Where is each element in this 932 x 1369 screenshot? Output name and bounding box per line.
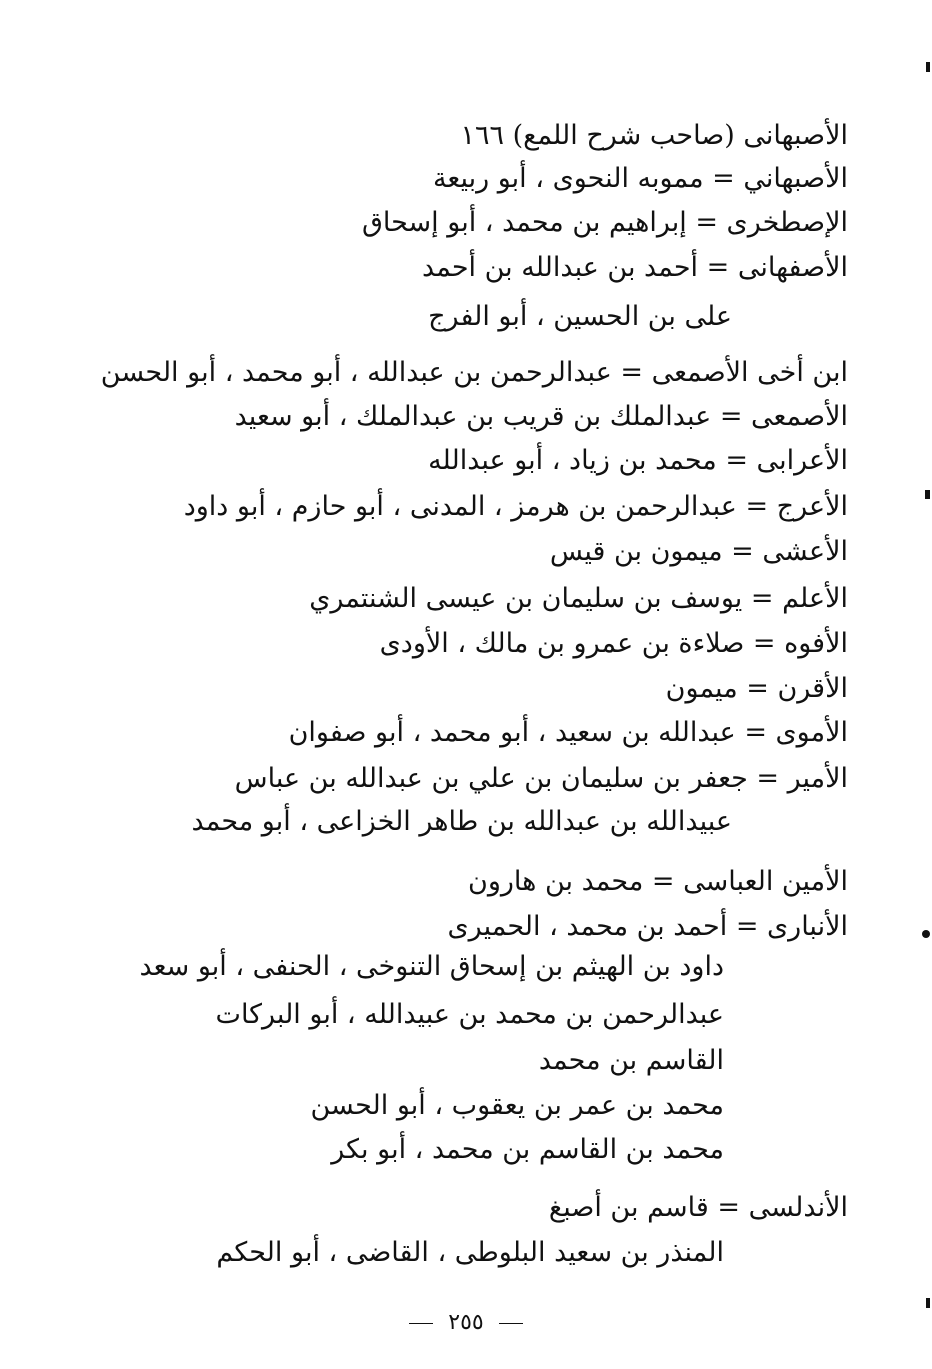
- index-subentry: على بن الحسين ، أبو الفرج: [428, 301, 732, 332]
- index-entry: الأموى = عبدالله بن سعيد ، أبو محمد ، أبو صفوان: [288, 717, 848, 748]
- index-subentry: عبدالرحمن بن محمد بن عبيدالله ، أبو البركات: [215, 999, 724, 1030]
- index-subentry: عبيدالله بن عبدالله بن طاهر الخزاعى ، أبو محمد: [191, 806, 732, 837]
- index-entry: الأعشى = ميمون بن قيس: [549, 536, 848, 567]
- index-subentry: القاسم بن محمد: [538, 1045, 724, 1076]
- scan-mark: [926, 62, 930, 72]
- footer-dash: [499, 1323, 523, 1324]
- scan-mark: [922, 930, 930, 938]
- index-entry: الإصطخرى = إبراهيم بن محمد ، أبو إسحاق: [361, 207, 848, 238]
- index-subentry: داود بن الهيثم بن إسحاق التنوخى ، الحنفى ، أبو سعد: [139, 951, 724, 982]
- index-entry: الأعرابى = محمد بن زياد ، أبو عبدالله: [428, 445, 848, 476]
- index-entry: الأعرج = عبدالرحمن بن هرمز ، المدنى ، أبو حازم ، أبو داود: [183, 491, 848, 522]
- index-entry: الأمير = جعفر بن سليمان بن علي بن عبدالله بن عباس: [234, 763, 848, 794]
- index-entry: الأصمعى = عبدالملك بن قريب بن عبدالملك ، أبو سعيد: [234, 401, 848, 432]
- index-subentry: محمد بن عمر بن يعقوب ، أبو الحسن: [310, 1090, 724, 1121]
- index-entry: الأعلم = يوسف بن سليمان بن عيسى الشنتمري: [309, 583, 848, 614]
- index-entry: الأنبارى = أحمد بن محمد ، الحميرى: [447, 911, 848, 942]
- scan-mark: [926, 1298, 930, 1308]
- index-entry: الأقرن = ميمون: [665, 673, 848, 704]
- index-entry: الأندلسى = قاسم بن أصبغ: [548, 1192, 848, 1223]
- index-entry: الأمين العباسى = محمد بن هارون: [468, 866, 848, 897]
- index-subentry: محمد بن القاسم بن محمد ، أبو بكر: [331, 1134, 724, 1165]
- scan-mark: [925, 490, 930, 499]
- index-entry: الأصبهانى (صاحب شرح اللمع) ١٦٦: [460, 120, 848, 151]
- footer-dash: [409, 1323, 433, 1324]
- index-entry: الأفوه = صلاءة بن عمرو بن مالك ، الأودى: [379, 628, 848, 659]
- index-entry: الأصبهاني = مموبه النحوى ، أبو ربيعة: [432, 163, 848, 194]
- page-number: ٢٥٥: [448, 1310, 484, 1335]
- index-entry: الأصفهانى = أحمد بن عبدالله بن أحمد: [422, 252, 848, 283]
- index-subentry: المنذر بن سعيد البلوطى ، القاضى ، أبو الحكم: [216, 1237, 724, 1268]
- page-footer: [0, 1308, 932, 1338]
- index-entry: ابن أخى الأصمعى = عبدالرحمن بن عبدالله ، أبو محمد ، أبو الحسن: [100, 357, 848, 388]
